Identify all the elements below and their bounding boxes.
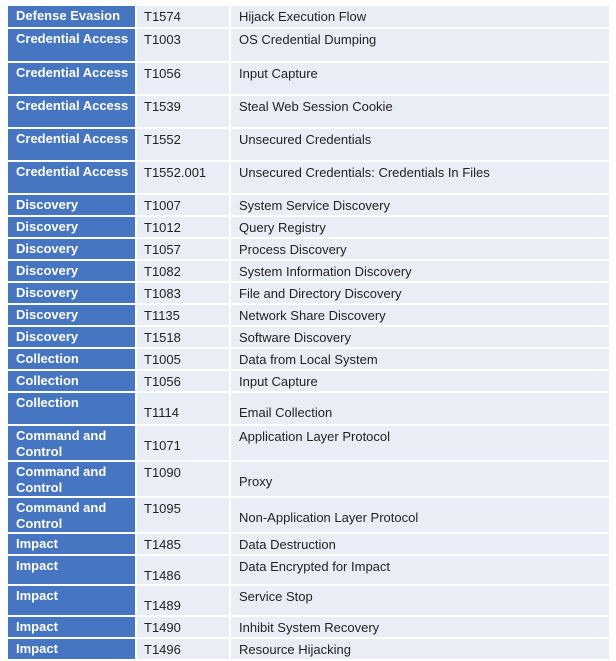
tactic-cell: Discovery xyxy=(8,238,136,260)
technique-id-cell: T1007 xyxy=(136,194,230,216)
technique-name-cell: Inhibit System Recovery xyxy=(230,616,610,638)
table-row xyxy=(8,62,610,95)
tactic-cell: Credential Access xyxy=(8,161,136,194)
tactic-cell: Collection xyxy=(8,392,136,425)
technique-name-cell: Network Share Discovery xyxy=(230,304,610,326)
tactic-cell: Command and Control xyxy=(8,461,136,497)
table-row xyxy=(8,348,610,370)
table-row xyxy=(8,392,610,425)
technique-id-cell: T1489 xyxy=(136,585,230,616)
technique-id-cell: T1005 xyxy=(136,348,230,370)
technique-name-cell: Data from Local System xyxy=(230,348,610,370)
technique-id-cell: T1012 xyxy=(136,216,230,238)
technique-id-cell: T1135 xyxy=(136,304,230,326)
technique-id-cell: T1485 xyxy=(136,533,230,555)
technique-name-cell: Steal Web Session Cookie xyxy=(230,95,610,128)
table-row xyxy=(8,425,610,461)
table-row xyxy=(8,28,610,62)
technique-id-cell: T1574 xyxy=(136,6,230,28)
technique-name-cell: Hijack Execution Flow xyxy=(230,6,610,28)
tactic-cell: Discovery xyxy=(8,282,136,304)
technique-id-cell: T1056 xyxy=(136,62,230,95)
technique-id-cell: T1552.001 xyxy=(136,161,230,194)
table-row xyxy=(8,194,610,216)
attack-technique-table-container xyxy=(8,6,610,661)
table-row xyxy=(8,238,610,260)
tactic-cell: Impact xyxy=(8,638,136,660)
attack-technique-table xyxy=(8,6,611,661)
technique-id-cell: T1490 xyxy=(136,616,230,638)
table-row xyxy=(8,585,610,616)
tactic-cell: Collection xyxy=(8,370,136,392)
tactic-cell: Discovery xyxy=(8,260,136,282)
technique-id-cell: T1056 xyxy=(136,370,230,392)
table-row xyxy=(8,326,610,348)
table-row xyxy=(8,638,610,660)
technique-id-cell: T1083 xyxy=(136,282,230,304)
technique-id-cell: T1539 xyxy=(136,95,230,128)
technique-name-cell: OS Credential Dumping xyxy=(230,28,610,62)
table-row xyxy=(8,497,610,533)
tactic-cell: Discovery xyxy=(8,216,136,238)
technique-id-cell: T1071 xyxy=(136,425,230,461)
tactic-cell: Credential Access xyxy=(8,62,136,95)
tactic-cell: Defense Evasion xyxy=(8,6,136,28)
technique-id-cell: T1057 xyxy=(136,238,230,260)
tactic-cell: Collection xyxy=(8,348,136,370)
technique-name-cell: Unsecured Credentials xyxy=(230,128,610,161)
technique-name-cell: System Information Discovery xyxy=(230,260,610,282)
table-row xyxy=(8,216,610,238)
table-row xyxy=(8,555,610,585)
technique-name-cell: Resource Hijacking xyxy=(230,638,610,660)
table-row xyxy=(8,282,610,304)
table-row xyxy=(8,161,610,194)
technique-name-cell: Query Registry xyxy=(230,216,610,238)
table-row xyxy=(8,461,610,497)
table-row xyxy=(8,128,610,161)
technique-id-cell: T1552 xyxy=(136,128,230,161)
table-row xyxy=(8,6,610,28)
tactic-cell: Command and Control xyxy=(8,497,136,533)
technique-name-cell: Application Layer Protocol xyxy=(230,425,610,461)
technique-name-cell: System Service Discovery xyxy=(230,194,610,216)
technique-id-cell: T1090 xyxy=(136,461,230,497)
table-row xyxy=(8,95,610,128)
technique-name-cell: Email Collection xyxy=(230,392,610,425)
technique-id-cell: T1095 xyxy=(136,497,230,533)
tactic-cell: Impact xyxy=(8,585,136,616)
tactic-cell: Credential Access xyxy=(8,128,136,161)
technique-name-cell: Data Destruction xyxy=(230,533,610,555)
technique-name-cell: Input Capture xyxy=(230,62,610,95)
technique-id-cell: T1486 xyxy=(136,555,230,585)
technique-name-cell: Data Encrypted for Impact xyxy=(230,555,610,585)
technique-id-cell: T1082 xyxy=(136,260,230,282)
tactic-cell: Impact xyxy=(8,555,136,585)
table-row xyxy=(8,370,610,392)
tactic-cell: Impact xyxy=(8,616,136,638)
technique-name-cell: Unsecured Credentials: Credentials In Files xyxy=(230,161,610,194)
tactic-cell: Discovery xyxy=(8,326,136,348)
tactic-cell: Discovery xyxy=(8,194,136,216)
technique-id-cell: T1003 xyxy=(136,28,230,62)
table-row xyxy=(8,260,610,282)
table-row xyxy=(8,304,610,326)
technique-name-cell: Proxy xyxy=(230,461,610,497)
table-row xyxy=(8,533,610,555)
technique-name-cell: Input Capture xyxy=(230,370,610,392)
technique-name-cell: Process Discovery xyxy=(230,238,610,260)
technique-id-cell: T1496 xyxy=(136,638,230,660)
tactic-cell: Credential Access xyxy=(8,95,136,128)
tactic-cell: Impact xyxy=(8,533,136,555)
technique-name-cell: Non-Application Layer Protocol xyxy=(230,497,610,533)
tactic-cell: Credential Access xyxy=(8,28,136,62)
technique-name-cell: Software Discovery xyxy=(230,326,610,348)
tactic-cell: Discovery xyxy=(8,304,136,326)
tactic-cell: Command and Control xyxy=(8,425,136,461)
table-row xyxy=(8,616,610,638)
technique-name-cell: Service Stop xyxy=(230,585,610,616)
technique-id-cell: T1114 xyxy=(136,392,230,425)
technique-id-cell: T1518 xyxy=(136,326,230,348)
technique-name-cell: File and Directory Discovery xyxy=(230,282,610,304)
